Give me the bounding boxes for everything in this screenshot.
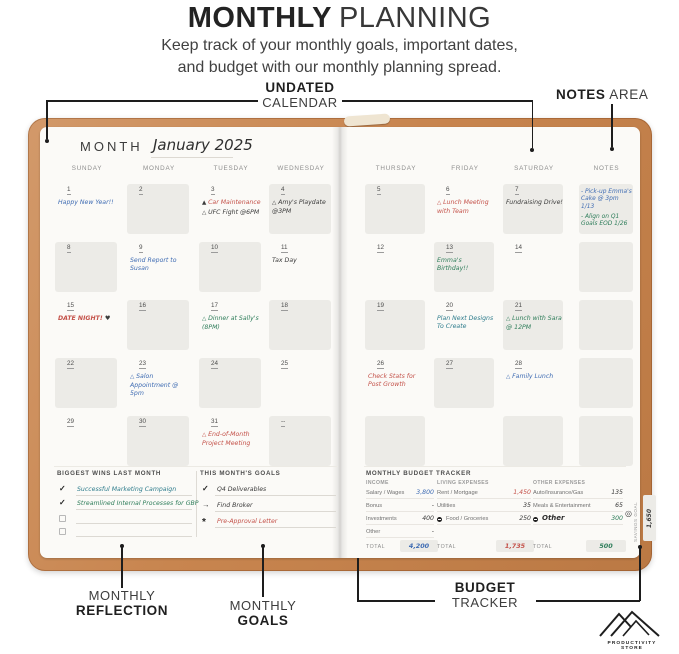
day-number: 26 [377, 360, 385, 367]
month-value-handwriting: January 2025 [153, 136, 253, 154]
day-entries [437, 199, 494, 217]
notes-entry: - Align on Q1 Goals EOD 1/26 [581, 214, 628, 228]
day-entry: △ UFC Fight @6PM [202, 208, 260, 216]
budget-row-label: Investments [366, 516, 397, 522]
budget-row-value: 3,800 [416, 489, 434, 496]
day-entries [272, 199, 331, 217]
day-cell-shade [269, 300, 331, 350]
budget-row-value: 65 [615, 502, 623, 509]
budget-tracker-title: MONTHLY BUDGET TRACKER [366, 470, 472, 477]
day-entry: Send Report to Susan [130, 257, 177, 272]
day-entry: Happy New Year!! [58, 199, 114, 206]
day-entry: Emma's Birthday!! [437, 257, 469, 272]
check-icon: ✓ [59, 484, 66, 493]
day-number: 8 [67, 244, 71, 251]
budget-row-line [437, 498, 531, 499]
day-number: 2 [139, 186, 143, 193]
notes-shade [579, 358, 633, 408]
day-entry: Check Stats for Post Growth [368, 373, 416, 388]
day-number: 20 [446, 302, 454, 309]
callout-undated-bold: UNDATED [265, 80, 335, 95]
budget-total-label: TOTAL [437, 544, 457, 550]
title-bold: MONTHLY [187, 2, 332, 34]
budget-dot [638, 545, 642, 549]
budget-row-label: Meals & Entertainment [533, 503, 591, 509]
callout-notes-bold: NOTES [556, 87, 606, 102]
event-triangle-icon: △ [437, 200, 444, 206]
goal-item-text: Pre-Approval Letter [217, 518, 278, 525]
notes-callout-line [611, 104, 613, 147]
day-header: SATURDAY [514, 165, 554, 172]
day-number: 27 [446, 360, 454, 367]
savings-goal-label: SAVINGS GOAL [633, 501, 638, 542]
notes-entry: - Pick-up Emma's Cake @ 3pm 1/13 [581, 189, 632, 210]
day-cell-shade [365, 416, 425, 466]
budget-light: TRACKER [451, 595, 519, 610]
day-number: 28 [515, 360, 523, 367]
day-number: 1 [67, 186, 71, 193]
callout-undated-light: CALENDAR [262, 95, 338, 110]
logo-text: PRODUCTIVITY STORE [607, 641, 657, 651]
budget-row-label: Auto/Insurance/Gas [533, 490, 584, 496]
day-entry: Plan Next Designs To Create [437, 315, 494, 330]
day-number: 23 [139, 360, 147, 367]
day-entry: Tax Day [272, 257, 297, 264]
day-entries [202, 199, 261, 219]
notes-shade [579, 242, 633, 292]
checkbox-icon [59, 528, 66, 535]
budget-row-value: 400 [422, 515, 434, 522]
budget-line-left-vert [357, 558, 359, 601]
target-icon: ◎ [625, 509, 632, 518]
budget-row-line [533, 524, 623, 525]
undated-line-right-drop [532, 100, 534, 148]
day-entries [506, 315, 563, 333]
callout-monthly-reflection [64, 588, 180, 618]
undated-line-left-drop [46, 100, 48, 139]
event-triangle-icon: △ [506, 374, 513, 380]
day-header: SUNDAY [71, 165, 103, 172]
day-number: 7 [515, 186, 519, 193]
day-cell-shade [365, 184, 425, 234]
reflection-light: MONTHLY [88, 588, 156, 603]
budget-row-value: - [431, 528, 434, 535]
day-number: 16 [139, 302, 147, 309]
undated-line-right [342, 100, 533, 102]
day-number: 9 [139, 244, 143, 251]
budget-col-header: INCOME [366, 480, 389, 486]
day-number: -- [281, 418, 286, 425]
day-cell-shade [503, 416, 563, 466]
day-entries [437, 315, 494, 332]
day-entry: △ Dinner at Sally's (8PM) [202, 315, 259, 331]
win-item-line [76, 495, 192, 496]
day-entries [130, 373, 189, 398]
budget-row-line [437, 511, 531, 512]
day-entries [506, 199, 563, 208]
event-triangle-icon: △ [130, 374, 137, 380]
event-triangle-icon: ▲ [202, 200, 209, 206]
budget-row-value: 250 [519, 515, 531, 522]
asterisk-icon: * [202, 517, 206, 528]
day-number: 10 [211, 244, 219, 251]
budget-line-right-vert [639, 547, 641, 601]
day-entry: Fundraising Drive! [506, 199, 563, 206]
day-number: 31 [211, 418, 219, 425]
day-number: 18 [281, 302, 289, 309]
budget-row-label: Utilities [437, 503, 456, 509]
undated-dot-left [45, 139, 49, 143]
goal-item-line [215, 527, 336, 528]
budget-row-line [366, 537, 434, 538]
budget-line-left-horiz [357, 600, 435, 602]
undated-dot-right [530, 148, 534, 152]
day-cell-shade [127, 300, 189, 350]
budget-row-line [437, 524, 531, 525]
reflection-line [121, 546, 123, 588]
day-cell-shade [503, 184, 563, 234]
check-icon: ✓ [202, 484, 209, 493]
day-entries [272, 257, 331, 266]
notes-shade [579, 300, 633, 350]
day-cell-shade [55, 242, 117, 292]
day-cell-shade [199, 242, 261, 292]
day-entry: △ End-of-Month Project Meeting [202, 431, 251, 447]
day-number: 30 [139, 418, 147, 425]
day-entries [58, 315, 117, 324]
day-header: TUESDAY [213, 165, 249, 172]
notes-callout-dot [610, 147, 614, 151]
arrow-icon: → [202, 500, 210, 509]
day-number: 12 [377, 244, 385, 251]
budget-total-box: 4,200 [400, 540, 438, 552]
event-triangle-icon: △ [202, 432, 209, 438]
day-number: 11 [281, 244, 288, 251]
day-header: WEDNESDAY [277, 165, 325, 172]
budget-row-line [533, 511, 623, 512]
title-light: PLANNING [338, 2, 492, 34]
day-entries [130, 257, 189, 274]
win-item-text: Streamlined Internal Processes for GBP [77, 500, 199, 507]
month-label: MONTH [80, 139, 143, 154]
day-number: 29 [67, 418, 75, 425]
day-cell-shade [199, 358, 261, 408]
budget-row-label: Other [366, 529, 381, 535]
monthly-goals-title: THIS MONTH'S GOALS [200, 470, 281, 477]
goal-item-line [215, 495, 336, 496]
goal-item-line [215, 511, 336, 512]
budget-row-value: - [431, 502, 434, 509]
undated-line-left [46, 100, 258, 102]
day-cell-shade [434, 358, 494, 408]
savings-goal-value: 1,650 [646, 508, 653, 528]
subtitle-line2: and budget with our monthly planning spread. [177, 59, 502, 76]
day-entry: DATE NIGHT! ♥ [58, 315, 111, 322]
budget-total-label: TOTAL [366, 544, 386, 550]
budget-total-label: TOTAL [533, 544, 553, 550]
day-cell-shade [55, 358, 117, 408]
day-entries [202, 315, 261, 333]
day-entries [202, 431, 261, 449]
budget-row-line [366, 498, 434, 499]
day-entry: △ Lunch with Sara @ 12PM [506, 315, 562, 331]
win-item-line [76, 523, 192, 524]
reflection-bold: REFLECTION [75, 603, 169, 618]
day-number: 15 [67, 302, 75, 309]
budget-row-label: Salary / Wages [366, 490, 405, 496]
budget-col-header: LIVING EXPENSES [437, 480, 489, 486]
day-header: FRIDAY [451, 165, 479, 172]
notes-shade [579, 416, 633, 466]
day-number: 21 [515, 302, 523, 309]
day-number: 3 [211, 186, 215, 193]
goals-light: MONTHLY [229, 598, 297, 613]
day-entries [437, 257, 494, 274]
budget-row-value: 35 [523, 502, 531, 509]
budget-col-header: OTHER EXPENSES [533, 480, 586, 486]
goal-item-text: Find Broker [217, 502, 253, 509]
day-cell-shade [127, 416, 189, 466]
goal-item-text: Q4 Deliverables [217, 486, 267, 493]
callout-budget-tracker [437, 580, 533, 610]
day-number: 22 [67, 360, 75, 367]
budget-row-label: Bonus [366, 503, 383, 509]
win-item-text: Successful Marketing Campaign [77, 486, 177, 493]
event-triangle-icon: △ [506, 316, 513, 322]
budget-row-line [533, 498, 623, 499]
budget-row-value: 135 [611, 489, 623, 496]
biggest-wins-title: BIGGEST WINS LAST MONTH [57, 470, 162, 477]
budget-bold: BUDGET [454, 580, 516, 595]
budget-row-value: 1,450 [513, 489, 531, 496]
checkbox-icon [59, 515, 66, 522]
day-entry: △ Lunch Meeting with Team [437, 199, 489, 215]
minus-circle-icon [437, 517, 442, 522]
day-entries [506, 373, 563, 383]
day-cell-shade [127, 184, 189, 234]
event-triangle-icon: △ [272, 200, 279, 206]
goals-line [262, 546, 264, 597]
day-number: 24 [211, 360, 219, 367]
budget-total-box: 500 [586, 540, 626, 552]
budget-row-label: Other [542, 514, 565, 522]
day-number: 6 [446, 186, 450, 193]
event-triangle-icon: △ [202, 316, 209, 322]
day-entries [58, 199, 117, 208]
event-triangle-icon: △ [202, 209, 209, 216]
budget-total-box: 1,735 [496, 540, 534, 552]
day-entry: △ Family Lunch [506, 373, 554, 380]
subtitle-line1: Keep track of your monthly goals, important dates, [161, 37, 518, 54]
day-entries [368, 373, 425, 390]
day-entry: △ Amy's Playdate @3PM [272, 199, 326, 215]
day-number: 19 [377, 302, 385, 309]
day-number: 25 [281, 360, 289, 367]
win-item-line [76, 509, 192, 510]
day-number: 17 [211, 302, 219, 309]
heart-icon: ♥ [102, 315, 111, 322]
budget-row-label: Food / Groceries [446, 516, 489, 522]
budget-line-right-horiz [536, 600, 640, 602]
minus-circle-icon [533, 517, 538, 522]
day-entry: △ Salon Appointment @ 5pm [130, 373, 179, 397]
mountain-logo-icon [596, 607, 668, 639]
day-number: 14 [515, 244, 523, 251]
callout-monthly-goals [205, 598, 321, 628]
day-header: THURSDAY [375, 165, 417, 172]
callout-notes-light: AREA [609, 87, 649, 102]
budget-row-label: Rent / Mortgage [437, 490, 478, 496]
budget-row-value: 300 [611, 515, 623, 522]
budget-row-line [366, 524, 434, 525]
day-cell-shade [269, 416, 331, 466]
day-cell-shade [365, 300, 425, 350]
win-item-line [76, 536, 192, 537]
day-number: 4 [281, 186, 285, 193]
day-entry: ▲ Car Maintenance [202, 199, 261, 206]
day-header: MONDAY [143, 165, 175, 172]
budget-row-line [366, 511, 434, 512]
day-number: 13 [446, 244, 454, 251]
notes-column-header: NOTES [593, 165, 620, 172]
check-icon: ✓ [59, 498, 66, 507]
goals-bold: GOALS [237, 613, 289, 628]
day-number: 5 [377, 186, 381, 193]
